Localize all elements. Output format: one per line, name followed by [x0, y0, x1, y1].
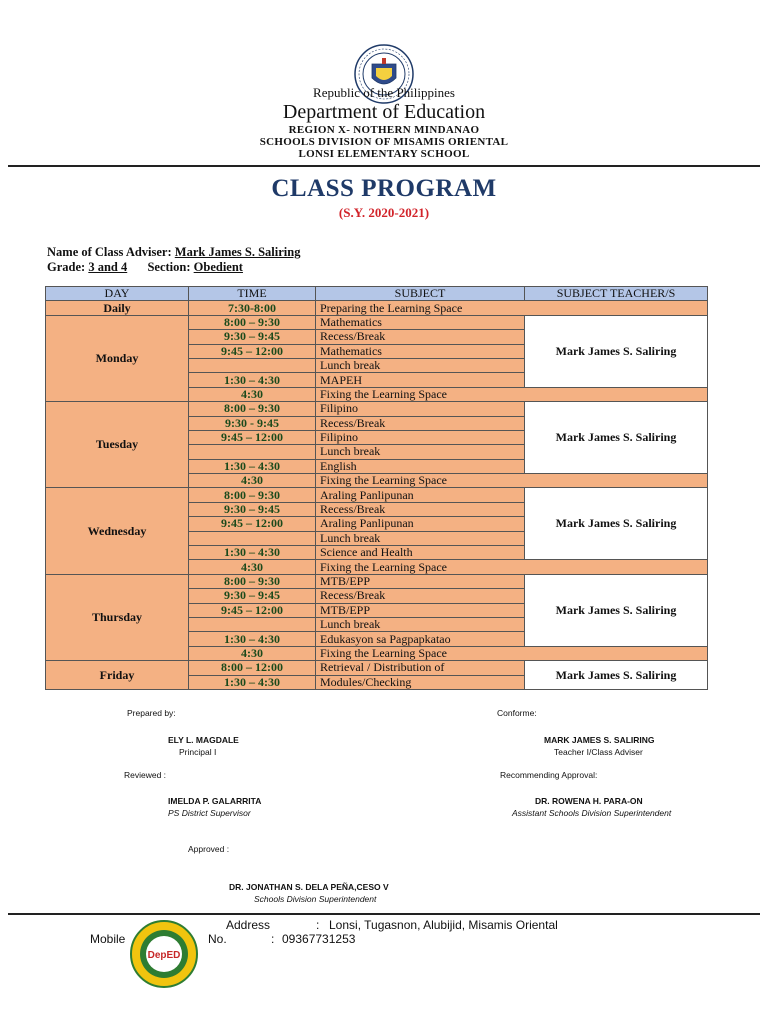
time-cell: 9:45 – 12:00 [189, 344, 316, 358]
reviewed-name: IMELDA P. GALARRITA [168, 796, 262, 806]
republic-text: Republic of the Philippines [313, 85, 455, 100]
time-cell: 9:30 - 9:45 [189, 416, 316, 430]
teacher-cell: Mark James S. Saliring [525, 315, 708, 387]
subject-cell: MTB/EPP [316, 574, 525, 588]
table-row [46, 574, 708, 588]
subject-cell: Edukasyon sa Pagpapkatao [316, 632, 525, 646]
time-cell: 1:30 – 4:30 [189, 373, 316, 387]
subject-cell: Recess/Break [316, 502, 525, 516]
conforme-title: Teacher I/Class Adviser [554, 747, 643, 757]
time-cell: 4:30 [189, 646, 316, 660]
table-row [46, 402, 708, 416]
time-cell: 1:30 – 4:30 [189, 546, 316, 560]
time-cell: 9:30 – 9:45 [189, 330, 316, 344]
mobile-value: 09367731253 [282, 932, 356, 946]
subject-cell: Fixing the Learning Space [316, 474, 708, 488]
subject-cell: Lunch break [316, 617, 525, 631]
subject-cell: MTB/EPP [316, 603, 525, 617]
subject-cell: Lunch break [316, 531, 525, 545]
subject-cell: Recess/Break [316, 589, 525, 603]
page-title: CLASS PROGRAM [271, 175, 497, 202]
subject-cell: Mathematics [316, 315, 525, 329]
subject-cell: Fixing the Learning Space [316, 646, 708, 660]
col-header-subject: SUBJECT [316, 287, 525, 301]
subject-cell: Lunch break [316, 358, 525, 372]
time-cell: 7:30-8:00 [189, 301, 316, 315]
recommending-title: Assistant Schools Division Superintendent [512, 808, 672, 818]
mobile-label: Mobile [90, 932, 126, 946]
address-label: Address [226, 918, 271, 932]
col-header-time: TIME [189, 287, 316, 301]
prepared-name: ELY L. MAGDALE [168, 735, 239, 745]
table-row [46, 488, 708, 502]
subject-cell: Araling Panlipunan [316, 517, 525, 531]
grade-section-line [47, 260, 243, 275]
address-separator: : [316, 918, 320, 932]
class-program-table [45, 286, 708, 690]
division-text: SCHOOLS DIVISION OF MISAMIS ORIENTAL [259, 136, 509, 148]
logo-inner-text: DepED [147, 950, 181, 961]
day-cell: Monday [46, 315, 189, 401]
adviser-name: Mark James S. Saliring [174, 245, 301, 259]
table-header-row [46, 287, 708, 301]
time-cell [189, 617, 316, 631]
subject-cell: English [316, 459, 525, 473]
logo-year-text: 2000 [158, 966, 170, 972]
day-cell: Daily [46, 301, 189, 315]
approved-title: Schools Division Superintendent [254, 894, 377, 904]
subject-cell: Fixing the Learning Space [316, 387, 708, 401]
subject-cell: Recess/Break [316, 416, 525, 430]
time-cell: 4:30 [189, 474, 316, 488]
time-cell: 1:30 – 4:30 [189, 675, 316, 689]
prepared-title: Principal I [179, 747, 217, 757]
time-cell: 4:30 [189, 560, 316, 574]
time-cell: 8:00 – 12:00 [189, 661, 316, 675]
time-cell [189, 531, 316, 545]
school-name: LONSI ELEMENTARY SCHOOL [298, 148, 470, 160]
table-row [46, 315, 708, 329]
teacher-cell: Mark James S. Saliring [525, 661, 708, 690]
time-cell: 1:30 – 4:30 [189, 459, 316, 473]
time-cell: 4:30 [189, 387, 316, 401]
conforme-name: MARK JAMES S. SALIRING [544, 735, 655, 745]
recommending-name: DR. ROWENA H. PARA-ON [535, 796, 643, 806]
reviewed-label: Reviewed : [124, 770, 167, 780]
section-label: Section: [147, 260, 191, 274]
time-cell: 8:00 – 9:30 [189, 315, 316, 329]
day-cell: Friday [46, 661, 189, 690]
recommending-label: Recommending Approval: [500, 770, 598, 780]
time-cell [189, 358, 316, 372]
conforme-label: Conforme: [497, 708, 537, 718]
subject-cell: Filipino [316, 430, 525, 444]
table-row [46, 661, 708, 675]
prepared-label: Prepared by: [127, 708, 176, 718]
time-cell: 9:45 – 12:00 [189, 603, 316, 617]
subject-cell: Science and Health [316, 546, 525, 560]
teacher-cell: Mark James S. Saliring [525, 574, 708, 646]
subject-cell: Recess/Break [316, 330, 525, 344]
address-value: Lonsi, Tugasnon, Alubijid, Misamis Oriental [329, 918, 558, 932]
subject-cell: Fixing the Learning Space [316, 560, 708, 574]
subject-cell: Modules/Checking [316, 675, 525, 689]
col-header-day: DAY [46, 287, 189, 301]
time-cell: 8:00 – 9:30 [189, 574, 316, 588]
department-title: Department of Education [282, 101, 486, 123]
subject-cell: Lunch break [316, 445, 525, 459]
time-cell: 8:00 – 9:30 [189, 402, 316, 416]
mobile-separator: : [271, 932, 275, 946]
teacher-cell: Mark James S. Saliring [525, 488, 708, 560]
teacher-cell: Mark James S. Saliring [525, 402, 708, 474]
approved-label: Approved : [188, 844, 230, 854]
section-value: Obedient [193, 260, 243, 274]
time-cell [189, 445, 316, 459]
footer-divider [8, 913, 760, 915]
subject-cell: Mathematics [316, 344, 525, 358]
time-cell: 9:45 – 12:00 [189, 430, 316, 444]
subject-cell: Retrieval / Distribution of [316, 661, 525, 675]
time-cell: 8:00 – 9:30 [189, 488, 316, 502]
adviser-line [47, 245, 300, 260]
time-cell: 9:30 – 9:45 [189, 502, 316, 516]
adviser-label: Name of Class Adviser: [47, 245, 172, 259]
school-logo [130, 920, 198, 988]
subject-cell: Preparing the Learning Space [316, 301, 708, 315]
subject-cell: Araling Panlipunan [316, 488, 525, 502]
day-cell: Wednesday [46, 488, 189, 574]
grade-value: 3 and 4 [88, 260, 128, 274]
col-header-teacher: SUBJECT TEACHER/S [525, 287, 708, 301]
mobile-no-label: No. [208, 932, 227, 946]
region-text: REGION X- NOTHERN MINDANAO [288, 124, 480, 136]
time-cell: 9:45 – 12:00 [189, 517, 316, 531]
subject-cell: MAPEH [316, 373, 525, 387]
subject-cell: Filipino [316, 402, 525, 416]
day-cell: Tuesday [46, 402, 189, 488]
table-body [46, 301, 708, 690]
school-year: (S.Y. 2020-2021) [338, 205, 430, 220]
table-row [46, 301, 708, 315]
header-divider [8, 165, 760, 167]
day-cell: Thursday [46, 574, 189, 660]
grade-label: Grade: [47, 260, 86, 274]
time-cell: 1:30 – 4:30 [189, 632, 316, 646]
time-cell: 9:30 – 9:45 [189, 589, 316, 603]
reviewed-title: PS District Supervisor [168, 808, 251, 818]
approved-name: DR. JONATHAN S. DELA PEÑA,CESO V [229, 882, 389, 892]
